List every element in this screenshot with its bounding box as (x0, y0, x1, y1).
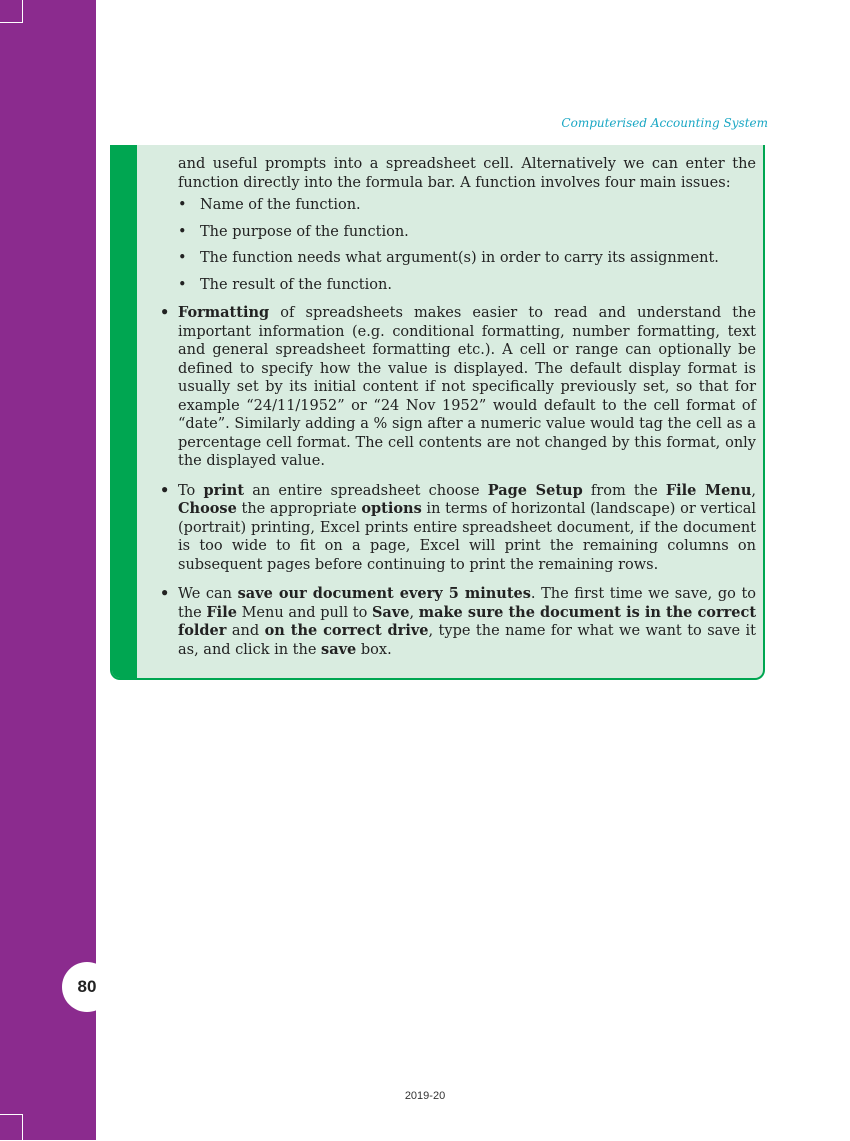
text-run: an entire spreadsheet choose (244, 482, 488, 499)
crop-mark-bottom (0, 1114, 23, 1141)
text-run: from the (582, 482, 666, 499)
text-run: , (409, 604, 419, 621)
box-accent-stripe (112, 145, 137, 678)
bold-run: File Menu (665, 481, 752, 499)
text-run: , (751, 482, 756, 499)
text-run: , type the name for what we want to save it as, and click in the (178, 623, 757, 658)
list-item: • The result of the function. (178, 276, 756, 295)
print-item (178, 482, 756, 575)
text-run: in terms of horizontal (landscape) or vertical (portrait) printing, Excel prints entire spreadsheet document, if the document is too wide to fit on a page, Excel will print the remaining columns on subsequent pages before continuing to print the remaining rows. (178, 501, 756, 573)
topic-list (178, 304, 756, 659)
list-item: • Name of the function. (178, 196, 756, 215)
running-header: Computerised Accounting System (561, 116, 768, 130)
formatting-term: Formatting (178, 304, 270, 321)
text-run: . The first time we save, go to the (178, 586, 756, 621)
function-issues-list (178, 196, 756, 294)
bold-run: File (206, 603, 237, 621)
page-number: 80 (62, 962, 112, 1012)
content-box (110, 145, 765, 680)
page-footer: 2019-20 (404, 1090, 446, 1102)
box-content (178, 155, 756, 670)
bold-run: Choose (178, 500, 237, 517)
list-item: • The function needs what argument(s) in order to carry its assignment. (178, 249, 756, 268)
text-run: Menu and pull to (236, 604, 372, 621)
bold-run: options (361, 500, 422, 517)
bold-run: make sure the document is in the correct folder (178, 603, 757, 639)
formatting-item (178, 304, 756, 471)
bold-run: save our document every 5 minutes (237, 585, 531, 602)
bold-run: print (203, 481, 245, 499)
text-run: the appropriate (236, 501, 362, 517)
bold-run: save (321, 640, 357, 658)
formatting-text: of spreadsheets makes easier to read and understand the important information (e.g. conditional formatting, number formatting, text and general spreadsheet formatting etc.). A cell or range can optionally be defined to specify how the value is displayed. The default display format is usually set by its initial content if not specifically previously set, so that for example “24/11/1952” or “24 Nov 1952” would default to the cell format of “date”. Similarly adding a % sign after a numeric value would tag the cell as a percentage cell format. The cell contents are not changed by this format, only the displayed value. (178, 305, 756, 469)
crop-mark-top (0, 0, 23, 23)
list-item: • The purpose of the function. (178, 223, 756, 242)
text-run: box. (356, 641, 392, 658)
text-run: To (178, 482, 204, 499)
save-item (178, 585, 756, 659)
bold-run: on the correct drive (264, 622, 429, 639)
bold-run: Page Setup (487, 481, 583, 499)
bold-run: Save (371, 603, 410, 621)
text-run: and (226, 623, 265, 639)
text-run: We can (178, 586, 238, 602)
intro-paragraph: and useful prompts into a spreadsheet cell. Alternatively we can enter the function directly into the formula bar. A function involves four main issues: (178, 156, 756, 191)
